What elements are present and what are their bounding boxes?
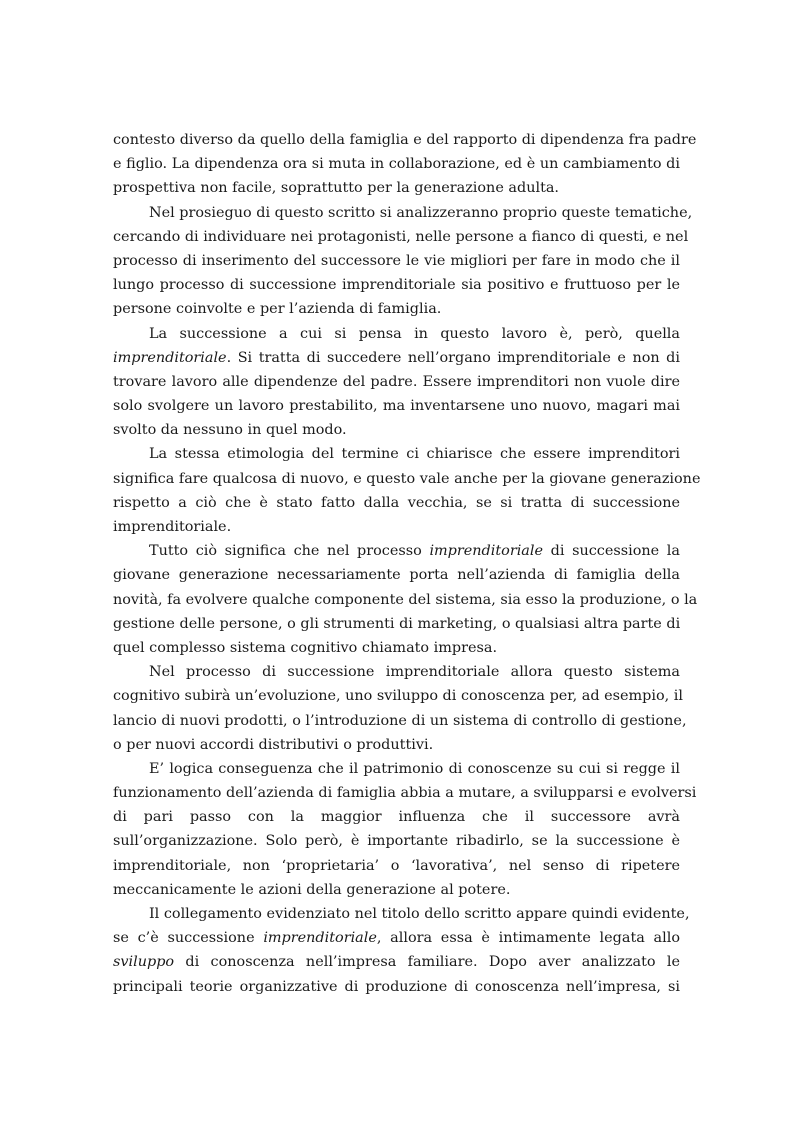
text-line — [113, 539, 680, 563]
text-line: Il collegamento evidenziato nel titolo dello scritto appare quindi evidente, — [149, 906, 690, 922]
text-line — [113, 346, 680, 370]
text-line: quel complesso sistema cognitivo chiamato impresa. — [113, 639, 498, 656]
document-page — [113, 128, 701, 999]
text-line: meccanicamente le azioni della generazione al potere. — [113, 881, 511, 898]
text-line: cognitivo subirà un’evoluzione, uno sviluppo di conoscenza per, ad esempio, il — [113, 688, 684, 705]
text-line: lungo processo di successione imprenditoriale sia positivo e fruttuoso per le — [113, 277, 680, 294]
text-line: Nel processo di successione imprenditoriale allora questo sistema — [149, 664, 680, 681]
italic-text: imprenditoriale — [263, 930, 377, 947]
text-line: La successione a cui si pensa in questo lavoro è, però, quella — [149, 325, 680, 342]
italic-text: sviluppo — [113, 954, 175, 971]
text-line: sull’organizzazione. Solo però, è importante ribadirlo, se la successione è — [113, 833, 680, 850]
text-line: contesto diverso da quello della famiglia e del rapporto di dipendenza fra padre — [113, 132, 697, 148]
text-span: di conoscenza nell’impresa familiare. Dopo aver analizzato le — [174, 954, 680, 971]
text-line: cercando di individuare nei protagonisti, nelle persone a fianco di questi, e nel — [113, 228, 689, 245]
text-line: La stessa etimologia del termine ci chiarisce che essere imprenditori — [149, 446, 680, 463]
text-line: E’ logica conseguenza che il patrimonio di conoscenze su cui si regge il — [149, 760, 680, 777]
text-span: , allora essa è intimamente legata allo — [376, 930, 680, 947]
italic-text: imprenditoriale — [113, 349, 227, 366]
text-line: giovane generazione necessariamente porta nell’azienda di famiglia della — [113, 567, 680, 584]
text-span: di successione la — [543, 543, 680, 560]
text-line: principali teorie organizzative di produzione di conoscenza nell’impresa, si — [113, 978, 680, 995]
text-line: Nel prosieguo di questo scritto si analizzeranno proprio queste tematiche, — [149, 204, 693, 221]
text-line: prospettiva non facile, soprattutto per la generazione adulta. — [113, 180, 560, 197]
text-line: svolto da nessuno in quel modo. — [113, 422, 347, 439]
text-span: . Si tratta di succedere nell’organo imprenditoriale e non di — [226, 349, 680, 366]
text-line — [113, 950, 680, 974]
text-line: di pari passo con la maggior influenza che il successore avrà — [113, 809, 680, 826]
text-line: persone coinvolte e per l’azienda di famiglia. — [113, 301, 442, 318]
text-line: rispetto a ciò che è stato fatto dalla vecchia, se si tratta di successione — [113, 494, 680, 511]
text-span: se c’è successione — [113, 930, 264, 947]
text-line: o per nuovi accordi distributivi o produttivi. — [113, 736, 434, 753]
text-line: imprenditoriale, non ‘proprietaria’ o ‘lavorativa’, nel senso di ripetere — [113, 857, 680, 874]
text-line: trovare lavoro alle dipendenze del padre. Essere imprenditori non vuole dire — [113, 373, 680, 390]
italic-text: imprenditoriale — [429, 543, 544, 560]
text-line: novità, fa evolvere qualche componente del sistema, sia esso la produzione, o la — [113, 591, 698, 608]
text-line — [113, 926, 680, 950]
text-line: lancio di nuovi prodotti, o l’introduzione di un sistema di controllo di gestione, — [113, 712, 687, 729]
text-line: funzionamento dell’azienda di famiglia abbia a mutare, a svilupparsi e evolversi — [113, 785, 697, 802]
text-line: processo di inserimento del successore le vie migliori per fare in modo che il — [113, 252, 680, 269]
text-line: gestione delle persone, o gli strumenti di marketing, o qualsiasi altra parte di — [113, 615, 681, 632]
text-line: imprenditoriale. — [113, 519, 232, 535]
text-line: solo svolgere un lavoro prestabilito, ma inventarsene uno nuovo, magari mai — [113, 398, 680, 415]
text-line: e figlio. La dipendenza ora si muta in collaborazione, ed è un cambiamento di — [113, 156, 680, 173]
text-line: significa fare qualcosa di nuovo, e questo vale anche per la giovane generazione — [113, 470, 701, 487]
text-span: Tutto ciò significa che nel processo — [149, 543, 430, 560]
